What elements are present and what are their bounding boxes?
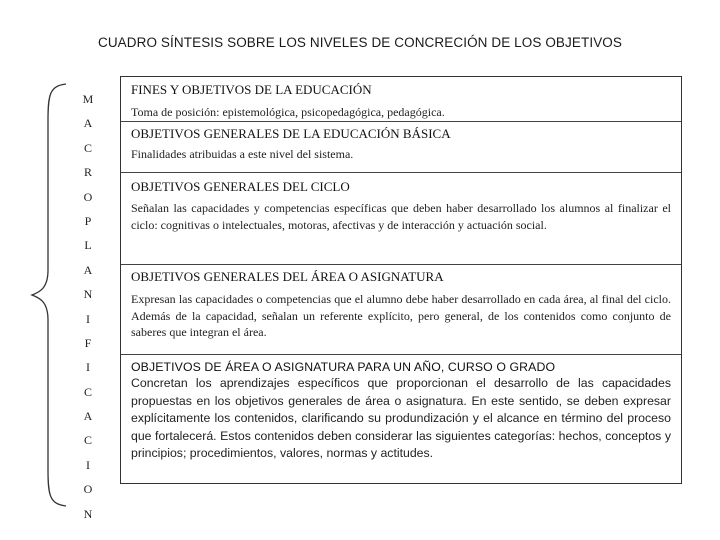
vertical-letter: A (83, 262, 93, 277)
vertical-letter: C (83, 433, 92, 448)
vertical-label-macroplanificacion (78, 92, 98, 531)
vertical-letter: N (83, 287, 93, 302)
section-fines-objetivos (121, 82, 681, 121)
vertical-letter: A (83, 409, 93, 424)
page-title: CUADRO SÍNTESIS SOBRE LOS NIVELES DE CONCRECIÓN DE LOS OBJETIVOS (97, 35, 622, 50)
vertical-letter: M (82, 92, 94, 106)
vertical-letter: I (86, 311, 90, 326)
section-title: OBJETIVOS GENERALES DEL CICLO (131, 179, 350, 194)
section-body: Toma de posición: epistemológica, psicopedagógica, pedagógica. (131, 105, 445, 119)
section-divider (121, 354, 681, 355)
section-divider (121, 172, 681, 173)
vertical-letter: I (86, 457, 90, 472)
vertical-letter: C (83, 384, 92, 399)
section-area-asignatura (121, 269, 681, 341)
vertical-letter: R (83, 165, 92, 180)
section-body: Señalan las capacidades y competencias específicas que deben haber desarrollado los alumnos al finalizar el ciclo: cognitivas o intelectuales, motoras, afectivas y de interacción y actuación social. (131, 201, 671, 232)
section-title: OBJETIVOS GENERALES DE LA EDUCACIÓN BÁSICA (131, 126, 451, 141)
vertical-letter: N (83, 506, 93, 521)
vertical-letter: F (84, 335, 92, 350)
levels-box (120, 76, 682, 484)
section-generales-ciclo (121, 179, 681, 233)
section-title: OBJETIVOS DE ÁREA O ASIGNATURA PARA UN AÑO, CURSO O GRADO (131, 360, 556, 374)
section-anio-curso-grado (121, 360, 681, 463)
section-body: Expresan las capacidades o competencias que el alumno debe haber desarrollado en cada área, al final del ciclo. Además de la capacidad, señalan un referente explícito, pero general, de los contenidos como conjunto de saberes que integran el área. (131, 292, 671, 339)
vertical-letter: A (83, 116, 93, 131)
vertical-letter: L (84, 238, 92, 253)
section-divider (121, 264, 681, 265)
section-title: FINES Y OBJETIVOS DE LA EDUCACIÓN (131, 82, 372, 97)
vertical-letter: I (86, 360, 90, 375)
vertical-letter: C (83, 140, 92, 155)
vertical-letter: P (84, 213, 92, 228)
section-divider (121, 121, 681, 122)
section-educacion-basica (121, 126, 681, 163)
section-body: Finalidades atribuidas a este nivel del sistema. (131, 147, 354, 161)
curly-brace (28, 80, 68, 510)
vertical-letter: O (83, 189, 93, 204)
section-body: Concretan los aprendizajes específicos que proporcionan el desarrollo de las capacidades propuestas en los objetivos generales de área o asignatura. En este sentido, se deben expresar explícitamente los contenidos, clarificando su produndización y el alcance en término del proceso que fortalecerá. Estos contenidos deben considerar las siguientes categorías: hechos, conceptos y principios; procedimientos, valores, normas y actitudes. (131, 376, 671, 461)
vertical-letter: O (83, 482, 93, 497)
section-title: OBJETIVOS GENERALES DEL ÁREA O ASIGNATURA (131, 269, 444, 284)
